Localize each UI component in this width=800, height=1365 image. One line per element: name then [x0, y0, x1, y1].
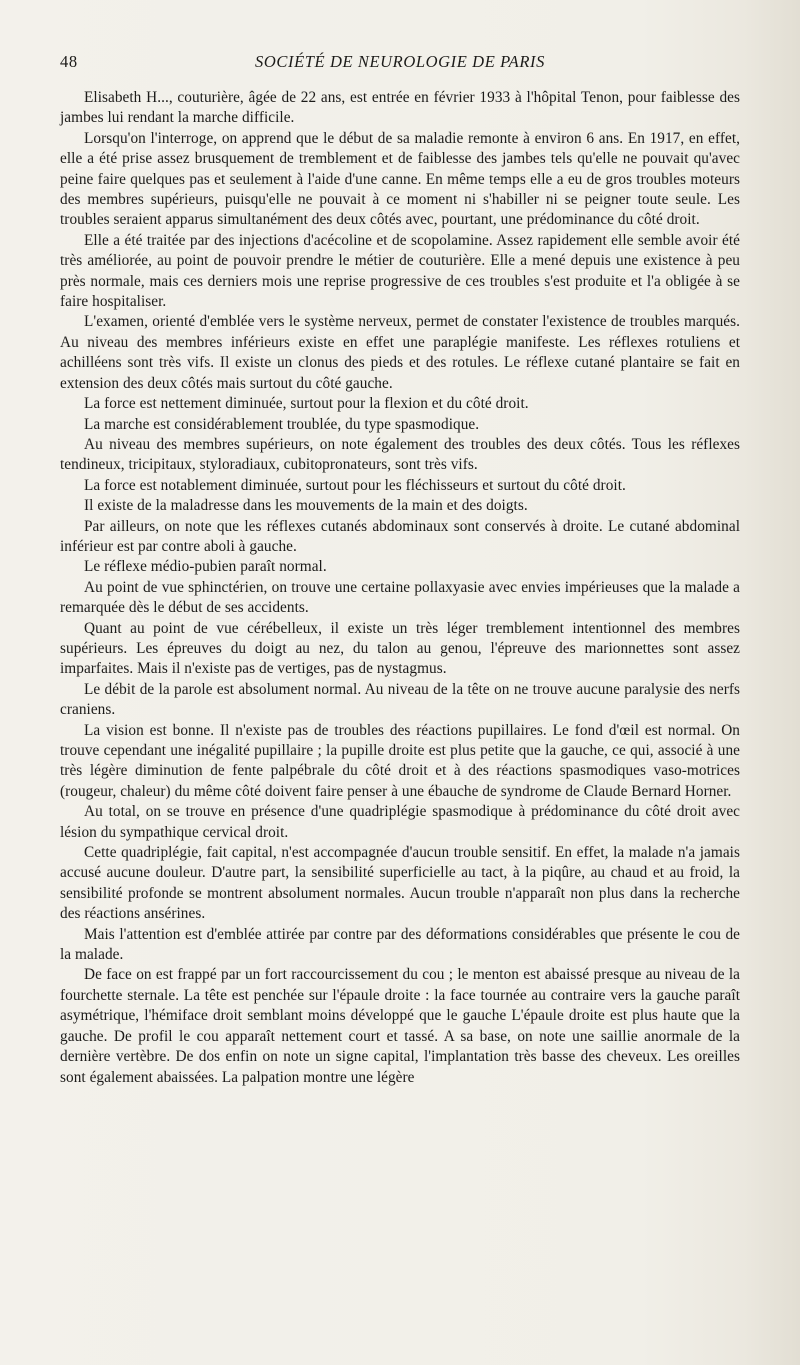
paragraph: La force est nettement diminuée, surtout pour la flexion et du côté droit. — [84, 395, 529, 413]
paragraph: Au niveau des membres supérieurs, on note également des troubles des deux côtés. Tous les réflexes tendineux, tricipitaux, styloradiaux, cubitopronateurs, sont très vifs. — [60, 435, 740, 474]
paragraph: La vision est bonne. Il n'existe pas de troubles des réactions pupillaires. Le fond d'œil est normal. On trouve cependant une inégalité pupillaire ; la pupille droite est plus petite que la gauche, ce qui, associé à une très légère diminution de fente palpébrale du côté droit et à des réactions spasmodiques vaso-motrices (rougeur, chaleur) du même côté doivent faire penser à une ébauche de syndrome de Claude Bernard Horner. — [60, 721, 740, 800]
running-head — [60, 52, 740, 80]
paragraph: Le réflexe médio-pubien paraît normal. — [84, 558, 327, 576]
paragraph: Au total, on se trouve en présence d'une quadriplégie spasmodique à prédominance du côté droit avec lésion du sympathique cervical droit. — [60, 803, 740, 841]
paragraph: Il existe de la maladresse dans les mouvements de la main et des doigts. — [84, 497, 528, 515]
paragraph: Lorsqu'on l'interroge, on apprend que le début de sa maladie remonte à environ 6 ans. En 1917, en effet, elle a été prise assez brusquement de tremblement et de faiblesse des jambes tels qu'elle ne pouvait qu'avec peine faire quelques pas et seulement à l'aide d'une canne. En même temps elle a eu de gros troubles moteurs des membres supérieurs, puisqu'elle ne pouvait à ce moment ni s'habiller ni se peigner toute seule. Les troubles seraient apparus simultanément des deux côtés avec, pourtant, une prédominance du côté droit. — [60, 129, 740, 229]
page-number: 48 — [60, 52, 78, 71]
paragraph: La force est notablement diminuée, surtout pour les fléchisseurs et surtout du côté droit. — [84, 476, 626, 494]
body-text — [60, 88, 740, 1088]
paragraph: La marche est considérablement troublée, du type spasmodique. — [84, 415, 480, 433]
paragraph: Elisabeth H..., couturière, âgée de 22 ans, est entrée en février 1933 à l'hôpital Tenon, pour faiblesse des jambes lui rendant la marche difficile. — [60, 89, 740, 127]
journal-title: SOCIÉTÉ DE NEUROLOGIE DE PARIS — [255, 52, 545, 71]
paragraph: Mais l'attention est d'emblée attirée par contre par des déformations considérables que présente le cou de la malade. — [60, 925, 740, 964]
paragraph: Cette quadriplégie, fait capital, n'est accompagnée d'aucun trouble sensitif. En effet, la malade n'a jamais accusé aucune douleur. D'autre part, la sensibilité superficielle au tact, à la piqûre, au chaud et au froid, la sensibilité profonde se montrent absolument normales. Aucun trouble n'apparaît non plus dans la recherche des réactions ansérines. — [60, 844, 740, 923]
paragraph: Au point de vue sphinctérien, on trouve une certaine pollaxyasie avec envies impérieuses que la malade a remarquée dès le début de ses accidents. — [60, 578, 740, 617]
paragraph: Le débit de la parole est absolument normal. Au niveau de la tête on ne trouve aucune paralysie des nerfs craniens. — [60, 680, 740, 719]
paragraph: L'examen, orienté d'emblée vers le système nerveux, permet de constater l'existence de troubles marqués. Au niveau des membres inférieurs existe en effet une paraplégie manifeste. Les réflexes rotuliens et achilléens sont très vifs. Il existe un clonus des pieds et des rotules. Le réflexe cutané plantaire se fait en extension des deux côtés mais surtout du côté gauche. — [60, 313, 740, 392]
paragraph: Quant au point de vue cérébelleux, il existe un très léger tremblement intentionnel des membres supérieurs. Les épreuves du doigt au nez, du talon au genou, l'épreuve des marionnettes sont assez imparfaites. Mais il n'existe pas de vertiges, pas de nystagmus. — [60, 619, 740, 678]
paragraph: De face on est frappé par un fort raccourcissement du cou ; le menton est abaissé presque au niveau de la fourchette sternale. La tête est penchée sur l'épaule droite : la face tournée au contraire vers la gauche paraît asymétrique, l'hémiface droit semblant moins développé que le gauche L'épaule droite est plus haute que la gauche. De profil le cou apparaît nettement court et tassé. A sa base, on note une saillie anormale de la dernière vertèbre. De dos enfin on note un signe capital, l'implantation très basse des cheveux. Les oreilles sont également abaissées. La palpation montre une légère — [60, 966, 740, 1086]
paragraph: Par ailleurs, on note que les réflexes cutanés abdominaux sont conservés à droite. Le cutané abdominal inférieur est par contre aboli à gauche. — [60, 517, 740, 555]
paragraph: Elle a été traitée par des injections d'acécoline et de scopolamine. Assez rapidement elle semble avoir été très améliorée, au point de pouvoir prendre le métier de couturière. Elle a mené depuis une existence à peu près normale, mais ces derniers mois une reprise progressive de ces troubles s'est produite et l'a obligée à se faire hospitaliser. — [60, 231, 740, 311]
